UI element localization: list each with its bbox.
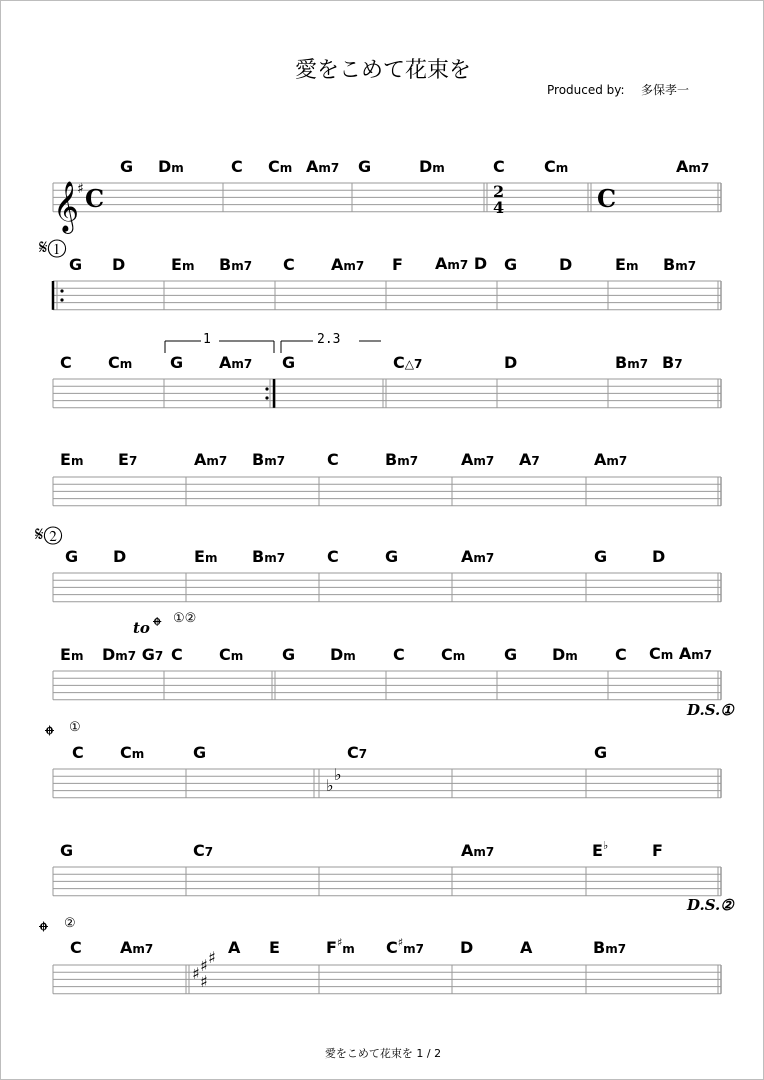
chord: Cm — [219, 645, 244, 664]
chord: D — [112, 255, 126, 274]
segno-mark: 𝄋② — [35, 522, 63, 546]
chord: C7 — [193, 841, 214, 860]
chord: C — [493, 157, 505, 176]
chord: C7 — [347, 743, 368, 762]
chord: Dm — [552, 645, 578, 664]
producer-name: 多保孝一 — [641, 83, 690, 97]
repeat-dot — [60, 298, 63, 301]
segno-mark: 𝄋① — [39, 235, 67, 259]
chord: Cm Am7 — [649, 644, 713, 663]
chord: C — [60, 353, 72, 372]
key-flat: ♭ — [326, 776, 334, 795]
chord: Bm7 — [663, 255, 697, 274]
chord: Am7 — [461, 450, 495, 469]
key-sharp: ♯ — [200, 956, 208, 975]
chord: G — [65, 547, 79, 566]
ds-2-mark: D.S.② — [687, 896, 734, 914]
chord: Cm — [120, 743, 145, 762]
chord: Am7 — [306, 157, 340, 176]
song-title: 愛をこめて花束を — [294, 58, 471, 83]
chord: Am7 D — [435, 254, 488, 273]
to-coda-label: to — [133, 619, 150, 637]
chord: C — [615, 645, 627, 664]
volta-1-label: 1 — [203, 332, 211, 347]
chord: G — [120, 157, 134, 176]
chord: C — [327, 450, 339, 469]
chord: A7 — [519, 450, 540, 469]
staff-system — [1, 1, 764, 1080]
chord: G — [282, 353, 296, 372]
chord: Dm — [330, 645, 356, 664]
chord: G — [594, 547, 608, 566]
key-sharp: ♯ — [208, 948, 216, 967]
chord: D — [504, 353, 518, 372]
chord: Dm — [158, 157, 184, 176]
chord: Em — [171, 255, 195, 274]
key-sharp: ♯ — [200, 972, 208, 991]
chord: C — [70, 938, 82, 957]
chord: G — [358, 157, 372, 176]
repeat-dot — [265, 387, 268, 390]
chord: Am7 — [194, 450, 228, 469]
chord: E — [269, 938, 280, 957]
chord: C — [231, 157, 243, 176]
chord: Am7 — [594, 450, 628, 469]
chord: G — [60, 841, 74, 860]
chord: F♯m — [326, 936, 355, 957]
chord: D — [652, 547, 666, 566]
chord: F — [652, 841, 663, 860]
chord: Cm — [108, 353, 133, 372]
coda-icon: 𝄌 — [153, 612, 162, 640]
chord: A — [228, 938, 241, 957]
chord: G — [385, 547, 399, 566]
chord: C△7 — [393, 353, 423, 372]
chord: Bm7 — [385, 450, 419, 469]
chord: C — [72, 743, 84, 762]
chord: C♯m7 — [386, 936, 424, 957]
chord: C — [393, 645, 405, 664]
repeat-dot — [60, 289, 63, 292]
chord: Bm7 — [615, 353, 649, 372]
chord: Am7 — [461, 841, 495, 860]
chord: G — [504, 645, 518, 664]
coda-icon: 𝄌 — [45, 721, 54, 751]
time-signature: 2 — [493, 182, 505, 201]
chord: G — [594, 743, 608, 762]
key-flat: ♭ — [334, 765, 342, 784]
chord: C — [171, 645, 183, 664]
chord: F — [392, 255, 403, 274]
chord: G — [504, 255, 518, 274]
chord: D — [113, 547, 127, 566]
chord: G — [193, 743, 207, 762]
chord: Em — [194, 547, 218, 566]
chord: Am7 — [219, 353, 253, 372]
chord: Cm — [441, 645, 466, 664]
chord: Cm — [268, 157, 293, 176]
producer-label: Produced by: — [547, 83, 625, 97]
chord: Am7 — [331, 255, 365, 274]
chord: D — [559, 255, 573, 274]
key-sharp: ♯ — [77, 181, 84, 197]
chord: Dm7 G7 — [102, 645, 164, 664]
time-signature: C — [85, 184, 105, 213]
chord: Em — [60, 645, 84, 664]
volta-2-label: 2.3 — [317, 332, 341, 347]
chord: D — [460, 938, 474, 957]
coda-label: ② — [64, 916, 76, 931]
chord: C — [327, 547, 339, 566]
treble-clef: 𝄞 — [53, 181, 80, 232]
chord: B7 — [662, 353, 683, 372]
chord: Bm7 — [593, 938, 627, 957]
ds-1-mark: D.S.① — [687, 701, 734, 719]
chord: G — [69, 255, 83, 274]
coda-icon: 𝄌 — [39, 917, 48, 947]
time-signature: 4 — [493, 198, 505, 217]
page-footer: 愛をこめて花束を 1 / 2 — [324, 1047, 442, 1060]
chord: E♭ — [592, 839, 609, 860]
chord: A — [520, 938, 533, 957]
chord: Cm — [544, 157, 569, 176]
chord: Dm — [419, 157, 445, 176]
chord: Bm7 — [252, 547, 286, 566]
coda-label: ① — [69, 720, 81, 735]
chord: Bm7 — [219, 255, 253, 274]
chord: Am7 — [120, 938, 154, 957]
chord: C — [283, 255, 295, 274]
chord: Em — [60, 450, 84, 469]
coda-ref: ①② — [173, 611, 197, 626]
chord: G — [282, 645, 296, 664]
key-sharp: ♯ — [192, 964, 200, 983]
chord: Am7 — [676, 157, 710, 176]
chord: Bm7 — [252, 450, 286, 469]
chord: Em — [615, 255, 639, 274]
repeat-dot — [265, 396, 268, 399]
time-signature: C — [597, 184, 617, 213]
chord: E7 — [118, 450, 138, 469]
chord: G — [170, 353, 184, 372]
chord: Am7 — [461, 547, 495, 566]
